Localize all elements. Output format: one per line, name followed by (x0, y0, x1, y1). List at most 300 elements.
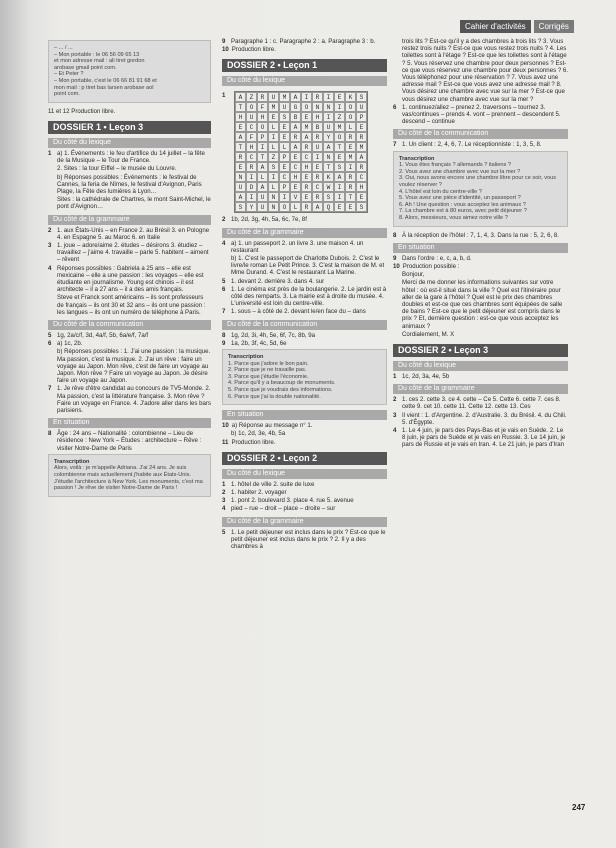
section-heading: En situation (393, 243, 568, 253)
grid-letter: I (246, 192, 257, 202)
item-text: À la réception de l'hôtel : 7, 1, 4, 3. Dans la rue : 5, 2, 6, 8. (402, 231, 559, 239)
grid-letter: D (246, 182, 257, 192)
word-search (222, 88, 387, 216)
grid-letter: E (279, 132, 290, 142)
item-text: 1g, 2d, 3i, 4h, 5e, 6f, 7c, 8b, 9a (231, 331, 316, 339)
grid-letter: P (356, 112, 367, 122)
grid-letter: R (290, 132, 301, 142)
item-number: 2 (393, 396, 397, 404)
grid-letter: F (246, 132, 257, 142)
item-text: 1. ces 2. cette 3. ce 4. cette – Ce 5. Cette 6. cette 7. ces 8. cette 9. cet 10. cette 11. Cette 12. cette 13. Ces (402, 396, 561, 411)
item-number: 5 (222, 277, 226, 285)
grid-letter: E (301, 112, 312, 122)
grid-letter: S (356, 202, 367, 212)
transcription-text: Alors, voilà : je m'appelle Adriana. J'ai 24 ans. Je suis colombienne mais actuellement j'habite aux États-Unis. J'étudie l'architecture à New York. Les monuments, c'est ma passion ! Je rêve de visiter Notre-Dame de Paris ! (54, 465, 203, 492)
grid-letter: A (290, 122, 301, 132)
grid-letter: E (268, 112, 279, 122)
exercise-item (48, 265, 211, 294)
transcription-box (222, 349, 387, 405)
exercise-item (393, 373, 568, 380)
grid-letter: E (279, 122, 290, 132)
item-text: Production libre. (231, 438, 276, 446)
exercise-list (48, 227, 211, 316)
grid-letter: A (334, 172, 345, 182)
transcription-line: 8. Alors, messieurs, vous aimez notre ville ? (399, 214, 508, 221)
grid-letter: C (312, 182, 323, 192)
item-text: trois lits ? Est-ce qu'il y a des chambres à trois lits ? 3. Vous restez trois nuits ? Est-ce que vous restez trois nuits ? 4. Les toilettes sont à l'étage ? Est-ce que les toilettes sont à l'étage ? 5. Vous réservez une chambre pour deux personnes ? Est-ce que vous réservez une chambre pour deux personnes ? 6. Vous téléphonez pour une réservation ? 7. Vous avez une adresse mail ? Est-ce que vous avez une adresse mail ? 8. Vous désirez une chambre avec vue sur la mer ? Est-ce que vous désirez une chambre avec vue sur la mer ? (402, 38, 568, 103)
grid-letter: U (235, 182, 246, 192)
grid-letter: E (356, 122, 367, 132)
exercise-item (48, 385, 211, 414)
item-text: Sites : la cathédrale de Chartres, le mont Saint-Michel, le pont d'Avignon… (57, 196, 211, 211)
exercise-item (393, 232, 568, 239)
transcription-line: et mon adresse mail : ali tiret gordon (54, 58, 145, 65)
section-heading: Du côté du lexique (48, 138, 211, 148)
exercise-item (222, 489, 387, 496)
item-number (222, 255, 228, 277)
item-number: 6 (48, 340, 52, 348)
item-number: 10 (393, 262, 400, 270)
item-text: Cordialement, M. X (402, 330, 455, 338)
item-number (222, 430, 228, 437)
grid-letter: L (268, 122, 279, 132)
grid-letter: H (312, 112, 323, 122)
exercise-item (48, 174, 211, 196)
grid-letter: R (301, 142, 312, 152)
exercise-item (222, 439, 387, 446)
grid-letter: A (257, 162, 268, 172)
grid-letter: H (356, 182, 367, 192)
item-text: 1. joue – adore/aime 2. études – désirons 3. étudiez – travaillez – j'aime 4. travaille – parle 5. habitent – aiment – rêvent (57, 241, 209, 264)
grid-letter: E (290, 182, 301, 192)
grid-letter: C (246, 152, 257, 162)
section-heading: Du côté de la grammaire (222, 228, 387, 238)
grid-letter: A (301, 132, 312, 142)
grid-letter: C (301, 152, 312, 162)
column-1 (48, 38, 211, 502)
item-number: 9 (222, 339, 226, 347)
section-heading: Du côté de la grammaire (222, 517, 387, 527)
grid-letter: E (279, 162, 290, 172)
section-heading: Du côté du lexique (222, 469, 387, 479)
exercise-list (48, 150, 211, 211)
grid-letter: E (345, 202, 356, 212)
transcription-box (393, 151, 568, 227)
section-heading: Du côté de la communication (222, 320, 387, 330)
grid-letter: A (235, 92, 246, 102)
transcription-line: – Et Peter ? (54, 71, 84, 78)
grid-letter: T (235, 142, 246, 152)
item-text: 1. sous – à côté de 2. devant le/en face du – dans (231, 308, 366, 316)
item-number: 4 (222, 239, 226, 247)
grid-letter: M (301, 122, 312, 132)
grid-letter: N (312, 102, 323, 112)
item-text: b) Réponses possibles : Événements : le festival de Cannes, la feria de Nîmes, le festival d'Avignon, Paris Plage, la Fête des lumières à Lyon… (57, 173, 202, 195)
grid-letter: E (235, 162, 246, 172)
grid-letter: R (301, 202, 312, 212)
exercise-list (393, 396, 568, 448)
transcription-line: 3. Oui, nous avons encore une chambre libre pour ce soir, vous voulez réserver ? (399, 175, 557, 189)
transcription-line: 2. Vous avez une chambre avec vue sur la mer ? (399, 168, 521, 175)
grid-letter: A (257, 182, 268, 192)
grid-letter: E (345, 142, 356, 152)
item-text: 1. pont 2. boulevard 3. place 4. rue 5. avenue (231, 497, 354, 505)
section-heading: Du côté du lexique (393, 361, 568, 371)
grid-letter: S (334, 162, 345, 172)
grid-letter: Y (323, 132, 334, 142)
item-number: 2 (222, 216, 226, 224)
item-text: b) Réponses possibles : 1. J'ai une passion : la musique. Ma passion, c'est la musique. 2. J'ai un rêve : faire un voyage au Japon. Mon rêve, c'est de faire un voyage au Japon. Mon rêve ? Faire un voyage au Japon. Je désire faire un voyage au Japon. (57, 348, 211, 385)
item-text: 1. hôtel de ville 2. suite de luxe (231, 480, 315, 488)
grid-letter: T (345, 192, 356, 202)
item-number (48, 174, 54, 196)
exercise-list (222, 240, 387, 316)
item-number (48, 348, 54, 384)
section-heading: En situation (48, 418, 211, 428)
grid-letter: O (246, 102, 257, 112)
exercise-list (393, 38, 568, 125)
grid-letter: L (345, 122, 356, 132)
grid-letter: E (334, 202, 345, 212)
transcription-line: – Mon portable : le 06 56 09 65 13 (54, 51, 140, 58)
item-number: 5 (222, 528, 226, 536)
item-number: 7 (393, 141, 397, 149)
exercise-item (393, 412, 568, 426)
item-text: 1. Le cinéma est près de la boulangerie. 2. Le jardin est à côté des remparts. 3. La mairie est à droite du musée. 4. L'université est loin du centre-ville. (231, 285, 387, 308)
item-number: 5 (48, 332, 52, 340)
item-text: 1. habiter 2. voyager (231, 489, 287, 497)
grid-letter: S (279, 112, 290, 122)
item-text: 1c, 2d, 3a, 4e, 5b (402, 373, 450, 381)
exercise-item (48, 165, 211, 172)
grid-letter: A (235, 132, 246, 142)
grid-letter: N (323, 152, 334, 162)
exercise-list (222, 216, 387, 223)
grid-letter: A (312, 202, 323, 212)
exercise-item (222, 278, 387, 285)
grid-letter: M (334, 122, 345, 132)
grid-letter: T (257, 152, 268, 162)
item-number (393, 271, 399, 278)
grid-letter: Y (246, 202, 257, 212)
lesson-heading: DOSSIER 2 • Leçon 1 (222, 59, 387, 72)
grid-letter: P (279, 182, 290, 192)
grid-letter: U (246, 112, 257, 122)
exercise-item (393, 263, 568, 270)
item-number: 2 (222, 489, 226, 497)
section-heading: En situation (222, 410, 387, 420)
item-number: 4 (48, 264, 52, 272)
grid-letter: E (334, 92, 345, 102)
grid-letter: A (290, 142, 301, 152)
item-number (48, 196, 54, 210)
item-number: 4 (393, 427, 397, 435)
item-number: 11 (222, 438, 229, 446)
exercise-item (48, 294, 211, 316)
item-text: 1. aux États-Unis – en France 2. au Brésil 3. en Pologne 4. en Espagne 5. au Maroc 6. en Italie (57, 226, 210, 241)
transcription-line: 6. Parce que j'ai la double nationalité. (228, 393, 321, 400)
transcription-line: 6. Ah ! Une question : vous acceptez les animaux ? (399, 201, 526, 208)
exercise-item (48, 196, 211, 210)
grid-letter: W (323, 182, 334, 192)
grid-letter: E (290, 152, 301, 162)
grid-letter: L (257, 172, 268, 182)
grid-letter: E (334, 152, 345, 162)
item-number: 6 (393, 103, 397, 111)
transcription-box-top (48, 40, 211, 103)
grid-letter: I (301, 92, 312, 102)
grid-letter: H (290, 172, 301, 182)
page-header (460, 20, 574, 33)
grid-letter: H (301, 162, 312, 172)
transcription-line: 7. La chambre est à 80 euros, avec petit déjeuner ? (399, 208, 527, 215)
grid-letter: E (356, 192, 367, 202)
grid-letter: U (356, 102, 367, 112)
transcription-line: 1. Vous êtes français ? allemands ? italiens ? (399, 162, 511, 169)
corriges-tab: Corrigés (534, 20, 574, 33)
grid-letter: R (345, 132, 356, 142)
item-text: Production libre. (231, 46, 276, 54)
item-number: 4 (222, 505, 226, 513)
transcription-text (228, 361, 381, 401)
item-text: Réponses possibles : Gabriela a 25 ans – elle est mexicaine – elle a une passion : les voyages – elle est étudiante en journalisme. Young est chinois – il est architecte – il a 27 ans – il a des amis français. (57, 264, 204, 294)
grid-letter: N (268, 192, 279, 202)
grid-letter: I (279, 192, 290, 202)
grid-letter: M (356, 142, 367, 152)
item-number: 10 (222, 422, 229, 430)
transcription-line: 2. Parce que je ne travaille pas. (228, 367, 307, 374)
grid-letter: B (290, 112, 301, 122)
grid-letter: I (246, 172, 257, 182)
item-number: 1 (222, 480, 226, 488)
item-text: 2. Sites : la tour Eiffel – le musée du Louvre. (57, 165, 177, 173)
transcription-line: 5. Parce que je voudrais des informations. (228, 387, 333, 394)
exercise-item (393, 427, 568, 449)
grid-letter: N (323, 102, 334, 112)
grid-letter: A (323, 142, 334, 152)
grid-letter: I (323, 92, 334, 102)
grid-letter: E (301, 172, 312, 182)
item-number: 7 (222, 308, 226, 316)
transcription-title: Transcription (54, 458, 90, 465)
exercise-item (48, 430, 211, 452)
exercise-item (222, 497, 387, 504)
item-text: b) 1c, 2d, 3e, 4b, 5a (231, 430, 286, 438)
exercise-item (48, 227, 211, 241)
grid-letter: Q (323, 202, 334, 212)
item-number: 2 (48, 226, 52, 234)
item-text: Âge : 24 ans – Nationalité : colombienne – Lieu de résidence : New York – Études : architecture – Rêve : visiter Notre-Dame de Paris (57, 430, 202, 452)
item-number (48, 294, 54, 316)
grid-letter: Z (334, 112, 345, 122)
grid-letter: R (356, 132, 367, 142)
exercise-item (48, 150, 211, 164)
exercise-item (222, 529, 387, 551)
book-title: Cahier d'activités (460, 20, 531, 33)
grid-letter: I (334, 192, 345, 202)
grid-letter: E (312, 162, 323, 172)
exercise-item (48, 340, 211, 347)
grid-letter: R (312, 92, 323, 102)
grid-letter: T (334, 142, 345, 152)
grid-letter: M (268, 102, 279, 112)
grid-letter: S (268, 162, 279, 172)
exercise-item (393, 255, 568, 262)
exercise-item (222, 46, 387, 53)
grid-letter: R (345, 172, 356, 182)
grid-letter: A (290, 92, 301, 102)
grid-letter: A (235, 192, 246, 202)
page-number: 247 (572, 803, 586, 812)
grid-letter: I (334, 102, 345, 112)
grid-letter: U (279, 102, 290, 112)
column-3 (393, 38, 568, 450)
transcription-line: 3. Parce que j'étudie l'économie. (228, 373, 309, 380)
grid-letter: C (279, 172, 290, 182)
item-number (393, 38, 399, 103)
transcription-line: – ... / ... (54, 45, 73, 51)
grid-letter: I (323, 112, 334, 122)
grid-letter: C (246, 122, 257, 132)
grid-letter: I (334, 182, 345, 192)
transcription-line: 4. Parce qu'il y a beaucoup de monuments. (228, 380, 336, 387)
exercise-list (393, 232, 568, 239)
exercise-item (222, 216, 387, 223)
section-heading: Du côté de la grammaire (48, 215, 211, 225)
grid-letter: Z (246, 92, 257, 102)
exercise-list (393, 373, 568, 380)
transcription-line: mon mail : p tiret bas larsen arobase aol (54, 84, 154, 91)
exercise-list (222, 481, 387, 513)
section-heading: Du côté du lexique (222, 76, 387, 86)
exercise-item (393, 104, 568, 126)
transcription-line: 5. Vous avez une pièce d'identité, un passeport ? (399, 195, 521, 202)
grid-letter: R (312, 172, 323, 182)
grid-letter: R (257, 92, 268, 102)
grid-letter: P (279, 152, 290, 162)
exercise-list (222, 529, 387, 551)
transcription-line: arobase gmail point com. (54, 64, 117, 71)
item-number: 1 (48, 149, 52, 157)
exercise-item (222, 332, 387, 339)
transcription-line: point com. (54, 91, 80, 98)
item-text: a) 1c, 2b. (57, 340, 83, 348)
exercise-list (393, 255, 568, 338)
grid-letter: E (301, 192, 312, 202)
grid-letter: E (235, 122, 246, 132)
item-number: 3 (393, 411, 397, 419)
item-text: 1. Un client : 2, 4, 6, 7. Le réceptionniste : 1, 3, 5, 8. (402, 141, 542, 149)
item-number: 8 (222, 331, 226, 339)
grid-letter: L (279, 142, 290, 152)
exercise-item (222, 286, 387, 308)
item-number: 3 (222, 497, 226, 505)
transcription-text (399, 162, 562, 221)
exercise-item (48, 242, 211, 264)
transcription-title: Transcription (399, 155, 435, 162)
grid-letter: C (290, 162, 301, 172)
grid-letter: R (301, 182, 312, 192)
exercise-item (222, 38, 387, 45)
exercise-item (222, 255, 387, 277)
item-number: 1 (222, 92, 226, 100)
exercise-item (48, 332, 211, 339)
exercise-list (393, 141, 568, 148)
item-number: 9 (222, 38, 226, 45)
grid-letter: S (323, 192, 334, 202)
lesson-heading: DOSSIER 2 • Leçon 3 (393, 344, 568, 357)
grid-letter: U (268, 92, 279, 102)
grid-letter: R (356, 162, 367, 172)
grid-letter: L (268, 142, 279, 152)
item-text: 1. Je rêve d'être candidat au concours de TV5-Monde. 2. Ma passion, c'est la littérature française. 3. Mon rêve ? Faire un voyage en France. 4. J'adore aller dans les bars parisiens. (57, 385, 211, 415)
section-heading: Du côté de la communication (48, 320, 211, 330)
transcription-line: 4. L'hôtel est loin du centre-ville ? (399, 188, 482, 195)
transcription-line: 1. Parce que j'adore le bon pain. (228, 360, 309, 367)
item-number: 3 (48, 241, 52, 249)
grid-letter: O (334, 132, 345, 142)
lesson-heading: DOSSIER 1 • Leçon 3 (48, 121, 211, 134)
grid-letter: L (268, 182, 279, 192)
grid-letter: I (312, 152, 323, 162)
grid-letter: B (312, 122, 323, 132)
item-number (393, 331, 399, 338)
section-heading: Du côté de la communication (393, 129, 568, 139)
grid-letter: O (345, 112, 356, 122)
exercise-item (393, 38, 568, 103)
exercise-list (222, 38, 387, 53)
grid-letter: U (257, 192, 268, 202)
grid-letter: R (312, 192, 323, 202)
exercise-item (222, 505, 387, 512)
item-text: b) 1. C'est le passeport de Charlotte Dubois. 2. C'est le livre/le roman Le Petit Prince. 3. C'est la maison de M. et Mme Durand. 4. C'est le restaurant La Marine. (231, 255, 385, 277)
column-2 (222, 38, 387, 551)
exercise-list (48, 430, 211, 452)
grid-letter: K (345, 92, 356, 102)
grid-letter: U (257, 202, 268, 212)
grid-letter: R (345, 182, 356, 192)
item-number: 8 (48, 430, 52, 438)
item-text: Il vient : 1. d'Argentine. 2. d'Australie. 3. du Brésil. 4. du Chili. 5. d'Égypte. (402, 411, 567, 426)
grid-letter: H (257, 112, 268, 122)
item-text: 1. continuez/allez – prenez 2. traversons – tournez 3. vas/continues – prends 4. vont – prennent – descendent 5. descend – continue (402, 103, 561, 126)
item-number: 1 (393, 373, 397, 381)
grid-letter: I (268, 172, 279, 182)
grid-letter: V (290, 192, 301, 202)
grid-letter: A (356, 152, 367, 162)
item-text: 1a, 2b, 3f, 4c, 5d, 6e (231, 339, 287, 347)
transcription-title: Transcription (228, 354, 264, 361)
grid-letter: L (290, 202, 301, 212)
item-text: Production possible : (402, 262, 460, 270)
item-text: pied – rue – droit – place – droite – sur (231, 505, 336, 513)
grid-letter: G (290, 102, 301, 112)
exercise-item (48, 348, 211, 384)
grid-letter: R (312, 132, 323, 142)
exercise-item (222, 481, 387, 488)
item-text: 1b, 2d, 3g, 4h, 5a, 6c, 7e, 8f (231, 216, 307, 224)
exercise-item (393, 271, 568, 278)
grid-letter: T (323, 162, 334, 172)
exercise-item (222, 340, 387, 347)
grid-letter: O (345, 102, 356, 112)
grid-letter: T (235, 102, 246, 112)
grid-letter: O (257, 122, 268, 132)
exercise-item (222, 422, 387, 429)
item-text: 1. Le petit déjeuner est inclus dans le prix ? Est-ce que le petit déjeuner est inclus dans le prix ? 2. Il y a des chambres à (231, 528, 386, 551)
word-search-grid (234, 91, 368, 213)
item-number: 9 (393, 254, 397, 262)
